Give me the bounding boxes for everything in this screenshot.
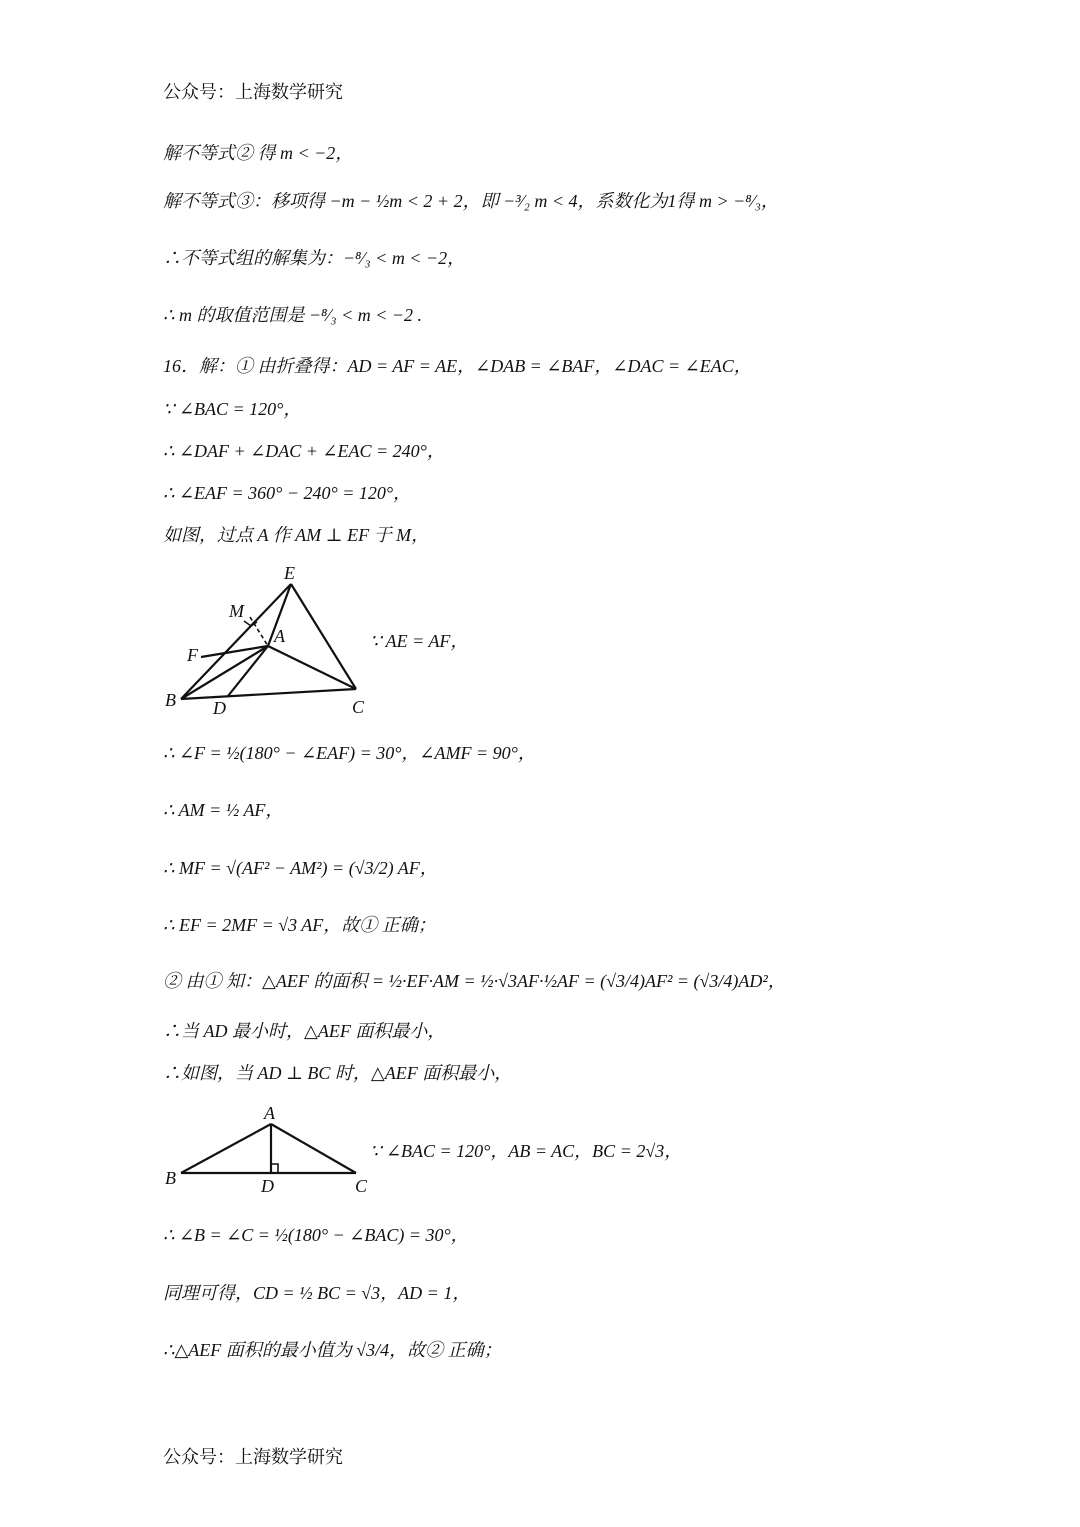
text-line: ∴如图，当 AD ⊥ BC 时，△AEF 面积最小， <box>163 1063 513 1083</box>
label-F: F <box>187 645 198 665</box>
text-line: ∵ AE = AF， <box>370 631 469 651</box>
text-line: 16．解：① 由折叠得：AD = AF = AE，∠DAB = ∠BAF，∠DAC = ∠EAC， <box>163 356 752 376</box>
text-line: ② 由① 知：△AEF 的面积 = ½·EF·AM = ½·√3AF·½AF = (√3/4)AF² = (√3/4)AD²， <box>163 971 786 991</box>
label-B: B <box>165 1168 176 1188</box>
label-D: D <box>261 1176 274 1196</box>
label-B: B <box>165 690 176 710</box>
text-line: ∴当 AD 最小时，△AEF 面积最小， <box>163 1021 446 1041</box>
text-line: ∴ MF = √(AF² − AM²) = (√3/2) AF， <box>163 858 438 878</box>
text-line: ∴不等式组的解集为：−⁸⁄₃ < m < −2， <box>163 248 466 268</box>
text-line: ∵ ∠BAC = 120°， <box>163 399 302 419</box>
text-line: ∴ ∠B = ∠C = ½(180° − ∠BAC) = 30°， <box>163 1225 469 1245</box>
text-line: ∴ ∠F = ½(180° − ∠EAF) = 30°，∠AMF = 90°， <box>163 743 536 763</box>
label-C: C <box>355 1176 368 1196</box>
text-line: ∴ m 的取值范围是 −⁸⁄₃ < m < −2 . <box>163 305 423 325</box>
text-line: 如图，过点 A 作 AM ⊥ EF 于 M， <box>163 525 430 545</box>
label-M: M <box>229 601 244 621</box>
figure-isosceles-triangle <box>160 1100 380 1200</box>
text-line: ∵ ∠BAC = 120°，AB = AC，BC = 2√3， <box>370 1141 683 1161</box>
label-D: D <box>213 698 226 718</box>
text-line: ∴ EF = 2MF = √3 AF，故① 正确； <box>163 915 436 935</box>
label-E: E <box>284 563 295 583</box>
label-C: C <box>352 697 365 717</box>
label-A: A <box>274 626 285 646</box>
text-line: ∴ ∠EAF = 360° − 240° = 120°， <box>163 483 412 503</box>
text-line: 同理可得，CD = ½ BC = √3，AD = 1， <box>163 1283 471 1303</box>
text-line: ∴ AM = ½ AF， <box>163 800 284 820</box>
label-A: A <box>264 1103 275 1123</box>
figure-folded-triangle <box>160 560 380 720</box>
text-line: 解不等式③：移项得 −m − ½m < 2 + 2，即 −³⁄₂ m < 4，系数化为1得 m > −⁸⁄₃， <box>163 191 779 211</box>
page-header: 公众号：上海数学研究 <box>163 82 343 103</box>
page-footer: 公众号：上海数学研究 <box>163 1447 343 1468</box>
text-line: 解不等式② 得 m < −2， <box>163 143 354 163</box>
text-line: ∴ ∠DAF + ∠DAC + ∠EAC = 240°， <box>163 441 445 461</box>
text-line: ∴△AEF 面积的最小值为 √3/4，故② 正确； <box>163 1340 502 1360</box>
